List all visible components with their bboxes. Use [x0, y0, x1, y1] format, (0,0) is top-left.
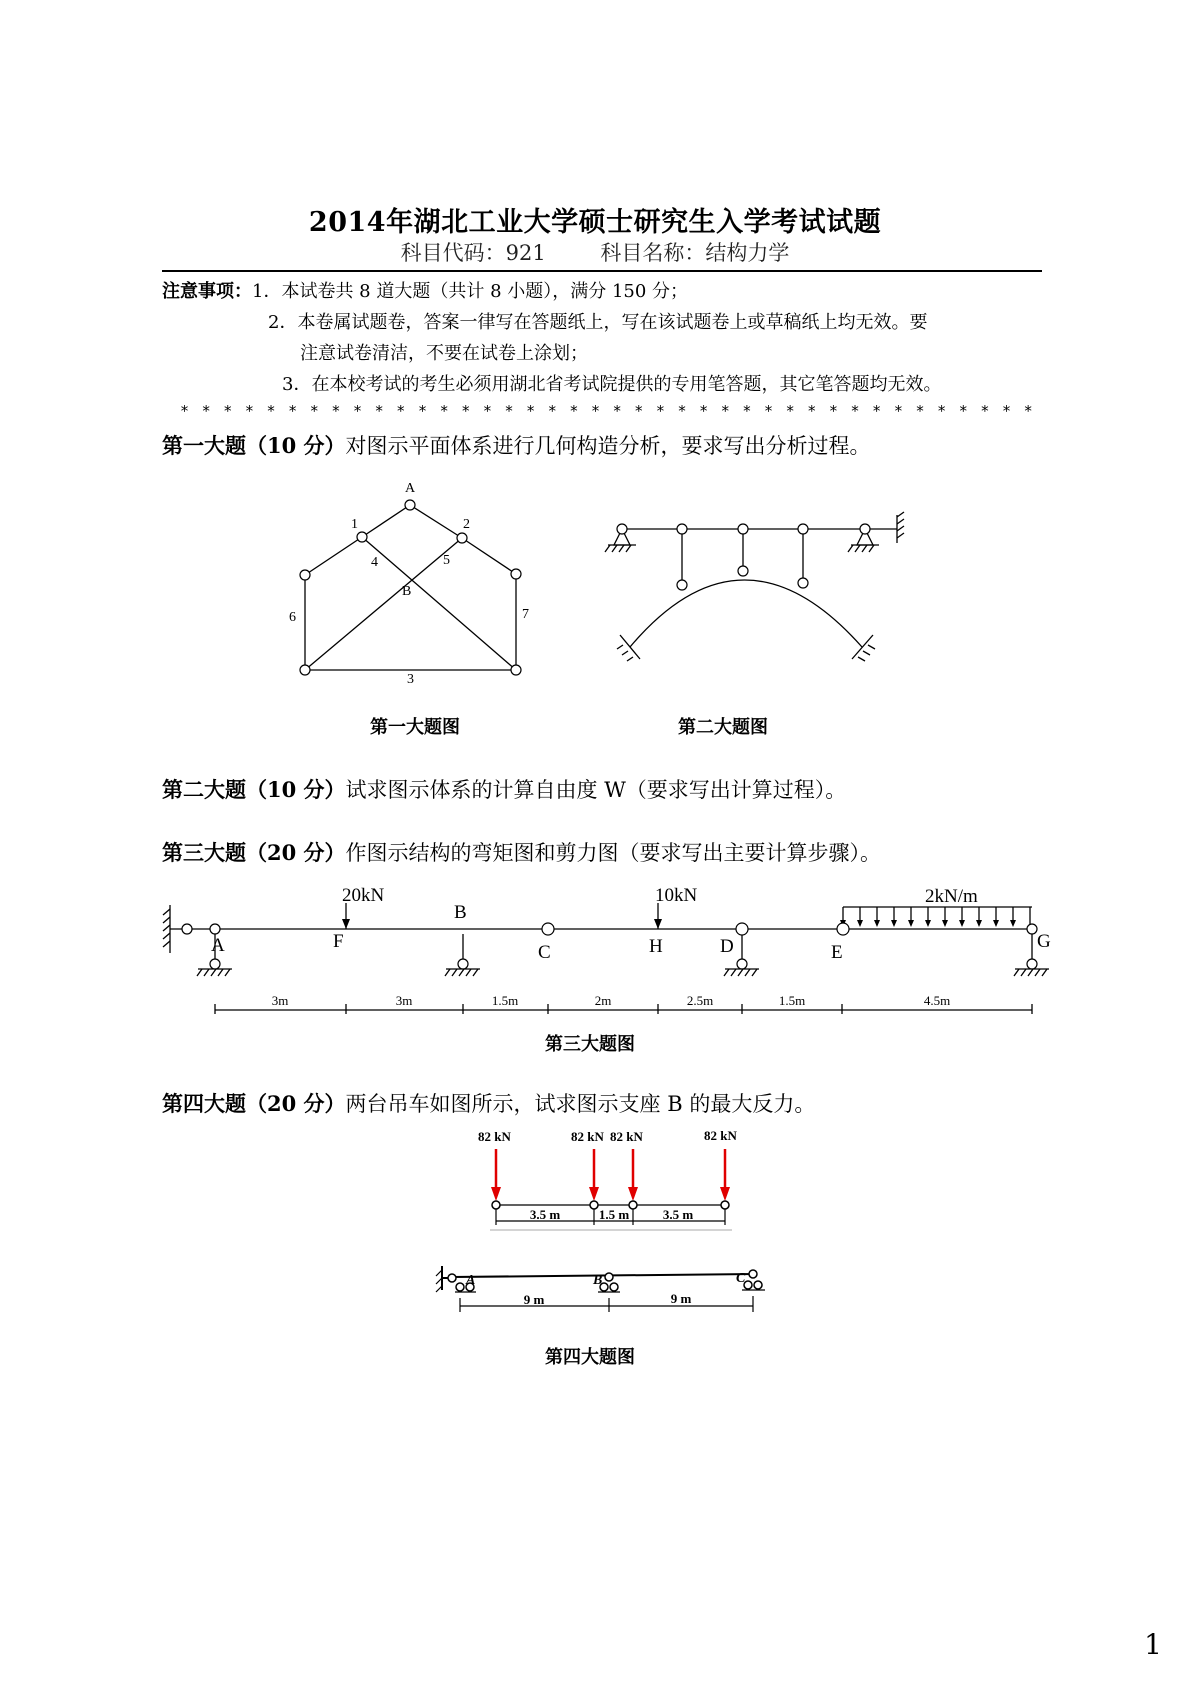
question-1-heading: 第一大题（10 分） — [162, 433, 346, 458]
note-item-1: 1．本试卷共 8 道大题（共计 8 小题），满分 150 分； — [252, 281, 689, 302]
span-3: 1.5m — [491, 993, 519, 1008]
wheel-spacing-3: 3.5 m — [662, 1207, 694, 1222]
note-item-2: 2．本卷属试题卷，答案一律写在答题纸上，写在该试题卷上或草稿纸上均无效。要 — [268, 312, 928, 333]
support-C: C — [736, 1271, 746, 1286]
span-4: 2m — [594, 993, 612, 1008]
subject-code: 科目代码：921 — [400, 241, 546, 265]
question-3-heading: 第三大题（20 分） — [162, 840, 346, 865]
question-2-text: 试求图示体系的计算自由度 W（要求写出计算过程）。 — [345, 778, 847, 802]
point-C: C — [538, 942, 551, 963]
label-5: 5 — [443, 553, 450, 568]
header-rule — [162, 270, 1042, 272]
label-1: 1 — [351, 517, 358, 532]
question-1-text: 对图示平面体系进行几何构造分析，要求写出分析过程。 — [345, 434, 871, 458]
question-4 — [162, 1088, 815, 1118]
wheel-spacing-2: 1.5 m — [598, 1207, 630, 1222]
label-A: A — [405, 481, 416, 496]
beam-span-1: 9 m — [523, 1292, 545, 1307]
note-item-3: 3．在本校考试的考生必须用湖北省考试院提供的专用笔答题，其它笔答题均无效。 — [282, 374, 942, 395]
support-B: B — [593, 1273, 603, 1288]
note-1 — [162, 276, 1042, 307]
question-3 — [162, 837, 881, 867]
page-number: 1 — [1144, 1628, 1162, 1661]
point-G: G — [1037, 931, 1051, 952]
figure-2-caption: 第二大题图 — [678, 717, 768, 738]
figure-4-beam — [430, 1262, 790, 1327]
figure-4-wheel-loads — [470, 1125, 760, 1235]
figure-1-caption: 第一大题图 — [370, 717, 460, 738]
beam-span-2: 9 m — [670, 1291, 692, 1306]
wheel-load-1: 82 kN — [478, 1129, 511, 1144]
span-6: 1.5m — [778, 993, 806, 1008]
wheel-load-2: 82 kN — [571, 1129, 604, 1144]
point-F: F — [333, 931, 344, 952]
note-item-2-cont: 注意试卷清洁，不要在试卷上涂划； — [300, 343, 588, 364]
load-2kN-m: 2kN/m — [925, 886, 978, 907]
point-D: D — [720, 936, 734, 957]
label-2: 2 — [463, 517, 470, 532]
figure-4-caption: 第四大题图 — [545, 1347, 635, 1368]
point-A: A — [211, 935, 225, 956]
figure-3-caption: 第三大题图 — [545, 1034, 635, 1055]
label-7: 7 — [522, 607, 529, 622]
subject-line — [0, 237, 1190, 267]
point-H: H — [649, 936, 663, 957]
support-A: A — [466, 1273, 476, 1288]
span-2: 3m — [395, 993, 413, 1008]
label-6: 6 — [289, 610, 296, 625]
figure-1-truss — [270, 475, 540, 690]
question-2 — [162, 774, 846, 804]
point-E: E — [831, 942, 843, 963]
wheel-load-4: 82 kN — [704, 1128, 737, 1143]
wheel-spacing-1: 3.5 m — [529, 1207, 561, 1222]
question-4-heading: 第四大题（20 分） — [162, 1091, 346, 1116]
wheel-load-3: 82 kN — [610, 1129, 643, 1144]
question-4-text: 两台吊车如图所示，试求图示支座 B 的最大反力。 — [345, 1092, 816, 1116]
question-1 — [162, 430, 871, 460]
notes-label: 注意事项： — [162, 281, 252, 302]
point-B: B — [454, 902, 467, 923]
subject-name: 科目名称：结构力学 — [600, 241, 790, 265]
label-4: 4 — [371, 555, 378, 570]
label-B: B — [402, 584, 412, 599]
figure-2-arch — [590, 505, 920, 665]
load-10kN: 10kN — [655, 885, 698, 906]
span-5: 2.5m — [686, 993, 714, 1008]
question-3-text: 作图示结构的弯矩图和剪力图（要求写出主要计算步骤）。 — [345, 841, 882, 865]
question-2-heading: 第二大题（10 分） — [162, 777, 346, 802]
span-7: 4.5m — [923, 993, 951, 1008]
star-separator: **************************************** — [180, 402, 1046, 420]
span-1: 3m — [271, 993, 289, 1008]
load-20kN: 20kN — [342, 885, 385, 906]
figure-3-beam — [160, 885, 1060, 1015]
label-3: 3 — [407, 672, 414, 687]
exam-title: 2014年湖北工业大学硕士研究生入学考试试题 — [308, 207, 882, 238]
